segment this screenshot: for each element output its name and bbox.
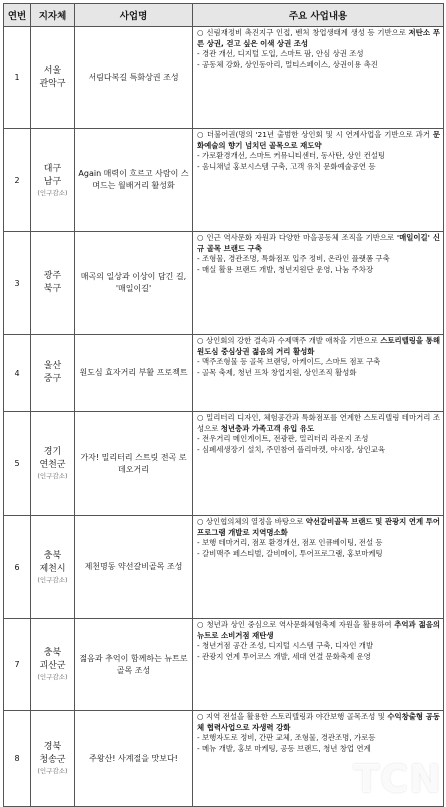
description-text: ○ 더불어권(명의 '21년 출범한 상인회 및 시 연계사업을 기반으로 과거 — [197, 130, 433, 139]
highlighted-text: 스토리텔링을 통해 원도심 중심상권 젊음의 거리 활성화 — [197, 336, 440, 356]
description-line — [197, 28, 440, 49]
description-text: ○ 상인회의 강한 결속과 수제맥주 개발 애착을 기반으로 — [197, 336, 381, 345]
description-line — [197, 712, 440, 733]
table-row — [4, 619, 444, 711]
description-line — [197, 538, 440, 549]
region-name-line: 괴산군 — [39, 661, 66, 671]
description-text: - 매실 활용 브랜드 개발, 청년지원단 운영, 나눔 주차장 — [197, 264, 374, 274]
description-text: - 관광지 연계 투어코스 개발, 세대 연결 문화축제 운영 — [197, 651, 371, 661]
region-name-line: 남구 — [43, 176, 62, 187]
header-no: 연번 — [4, 4, 31, 27]
row-project-name: 원도심 효자거리 부활 프로젝트 — [75, 335, 193, 412]
description-line — [197, 368, 440, 379]
description-text: - 보행 테마거리, 점포 환경개선, 점포 인큐베이팅, 전설 등 — [197, 538, 383, 548]
description-line — [197, 60, 440, 71]
population-decline-note: (인구감소) — [37, 767, 68, 775]
description-text: - 골목 축제, 청년 프차 창업지원, 상인조직 활성화 — [197, 367, 357, 377]
region-name-line: 청송군 — [39, 755, 66, 765]
description-line — [197, 254, 440, 265]
region-name-line: 광주 — [43, 271, 62, 281]
row-region — [31, 232, 75, 335]
row-region — [31, 516, 75, 619]
table-row — [4, 335, 444, 412]
row-region — [31, 619, 75, 711]
population-decline-note: (인구감소) — [37, 673, 68, 681]
row-description — [193, 619, 444, 711]
highlighted-text: 청년층과 가족고객 유입 유도 — [220, 423, 315, 433]
description-text: - 전우거리 메인게이트, 전광판, 밀리터리 라운지 조성 — [197, 434, 369, 444]
description-line — [197, 620, 440, 641]
header-region: 지자체 — [31, 4, 75, 27]
description-line — [197, 652, 440, 663]
description-line — [197, 151, 440, 162]
description-text: ○ 밀리터리 디자인, 체험공간과 특화점포를 연계한 스토리텔링 테마거리 조성으로 — [197, 413, 440, 433]
row-description — [193, 232, 444, 335]
description-line — [197, 162, 440, 173]
highlighted-text: 약선갈비골목 브랜드 및 관광지 연계 투어프로그램 개발로 지역명소화 — [197, 517, 440, 537]
row-description — [193, 27, 444, 129]
description-line — [197, 413, 440, 434]
row-number: 2 — [4, 129, 31, 232]
region-name-line: 경북 — [43, 742, 62, 752]
watermark-logo: TCN — [353, 757, 442, 801]
region-name-line: 충북 — [43, 550, 62, 561]
row-project-name: Again 매력이 흐르고 사람이 스며드는 월배거리 활성화 — [75, 129, 193, 232]
region-name-line: 중구 — [43, 374, 62, 384]
description-line — [197, 357, 440, 368]
row-project-name: 젊음과 추억이 함께하는 뉴트로 골목 조성 — [75, 619, 193, 711]
table-header-row — [4, 4, 444, 27]
description-text: - 공동체 강화, 상인동아리, 멀티스페이스, 상권이용 촉진 — [197, 59, 378, 69]
description-line — [197, 517, 440, 538]
description-line — [197, 549, 440, 560]
table-row — [4, 232, 444, 335]
row-region — [31, 27, 75, 129]
header-project: 사업명 — [75, 4, 193, 27]
region-name-line: 울산 — [43, 361, 62, 371]
row-description — [193, 129, 444, 232]
description-line — [197, 744, 440, 755]
table-row — [4, 412, 444, 516]
population-decline-note: (인구감소) — [37, 472, 68, 480]
description-text: - 청년거점 공간 조성, 디지털 시스템 구축, 디자인 개발 — [197, 641, 374, 651]
description-text: - 옴니채널 홍보시스템 구축, 고객 유치 문화예술공연 등 — [197, 161, 376, 171]
row-project-name: 매곡의 일상과 이상이 담긴 길, '매일이길' — [75, 232, 193, 335]
description-text: ○ 청년과 상인 중심으로 역사문화체험축제 자원을 활용하여 — [197, 620, 395, 629]
row-number: 7 — [4, 619, 31, 711]
description-text: - 갈비맥주 페스티벌, 갈비메이, 투어프로그램, 홍보마케팅 — [197, 548, 383, 558]
description-line — [197, 434, 440, 445]
row-region — [31, 412, 75, 516]
region-name-line: 서울 — [43, 65, 62, 76]
row-description — [193, 412, 444, 516]
row-description — [193, 335, 444, 412]
table-row — [4, 27, 444, 129]
description-text: ○ 상인협의체의 열정을 바탕으로 — [197, 517, 306, 526]
row-region — [31, 711, 75, 807]
row-project-name: 제천명동 약선갈비골목 조성 — [75, 516, 193, 619]
population-decline-note: (인구감소) — [37, 575, 68, 584]
highlighted-text: 문화예술의 향기 넘치던 골목으로 재도약 — [197, 130, 440, 150]
row-number: 3 — [4, 232, 31, 335]
description-line — [197, 641, 440, 652]
description-text: - 가로환경개선, 스마트 커뮤니티센터, 동사탄, 상인 컨설팅 — [197, 151, 386, 161]
description-line — [197, 265, 440, 276]
table-row — [4, 129, 444, 232]
highlighted-text: '매일이길' 신규 골목 브랜드 구축 — [197, 233, 441, 253]
description-text: ○ 지역 전설을 활용한 스토리텔링과 야간보행 골목조성 및 — [197, 712, 388, 721]
description-text: ○ 신림재정비 촉진지구 인접, 벤처 창업생태계 생성 등 기반으로 — [197, 28, 409, 37]
description-line — [197, 130, 440, 151]
region-name-line: 관악구 — [39, 78, 66, 89]
description-line — [197, 733, 440, 744]
highlighted-text: 추억과 젊음의 뉴트로 소비거점 재탄생 — [197, 620, 440, 640]
description-line — [197, 233, 440, 254]
row-project-name: 주왕산! 사계절을 맛보다! — [75, 711, 193, 807]
row-number: 8 — [4, 711, 31, 807]
description-text: - 경관 개선, 디지털 도입, 스마트 팜, 안심 상권 조성 — [197, 49, 364, 59]
region-name-line: 충북 — [43, 648, 62, 658]
region-name-line: 경기 — [43, 447, 62, 457]
row-region — [31, 335, 75, 412]
population-decline-note: (인구감소) — [37, 188, 68, 197]
highlighted-text: 수익창출형 공동체 협력사업으로 자생력 강화 — [197, 712, 440, 732]
row-project-name: 서림다복길 특화상권 조성 — [75, 27, 193, 129]
region-name-line: 연천군 — [39, 460, 66, 470]
header-description: 주요 사업내용 — [193, 4, 444, 27]
project-table — [3, 3, 444, 807]
row-number: 1 — [4, 27, 31, 129]
row-number: 5 — [4, 412, 31, 516]
description-line — [197, 49, 440, 60]
description-line — [197, 445, 440, 456]
region-name-line: 북구 — [43, 284, 62, 294]
description-text: - 보행자도로 정비, 간판 교체, 조형물, 경관조명, 가로등 — [197, 733, 376, 743]
description-text: - 조형물, 경관조명, 특화점포 입주 정비, 온라인 플랫폼 구축 — [197, 254, 390, 264]
row-project-name: 가자! 밀리터리 스트릿 전곡 로데오거리 — [75, 412, 193, 516]
description-text: - 맥주조형물 등 골목 브랜딩, 아케이드, 스마트 점포 구축 — [197, 357, 381, 367]
highlighted-text: 저탄소 푸른 상권, 걷고 싶은 이색 상권 조성 — [197, 28, 440, 48]
description-line — [197, 336, 440, 357]
row-number: 6 — [4, 516, 31, 619]
row-region — [31, 129, 75, 232]
region-name-line: 제천시 — [39, 563, 66, 574]
description-text: ○ 인근 역사문화 자원과 다양한 마을공동체 조직을 기반으로 — [197, 233, 397, 242]
description-text: - 메뉴 개발, 홍보 마케팅, 공동 브랜드, 청년 창업 연계 — [197, 743, 371, 753]
table-row — [4, 516, 444, 619]
row-number: 4 — [4, 335, 31, 412]
region-name-line: 대구 — [43, 163, 62, 174]
description-text: - 심폐세생장기 설치, 주민참여 플리마켓, 야시장, 상인교육 — [197, 444, 386, 454]
row-description — [193, 516, 444, 619]
